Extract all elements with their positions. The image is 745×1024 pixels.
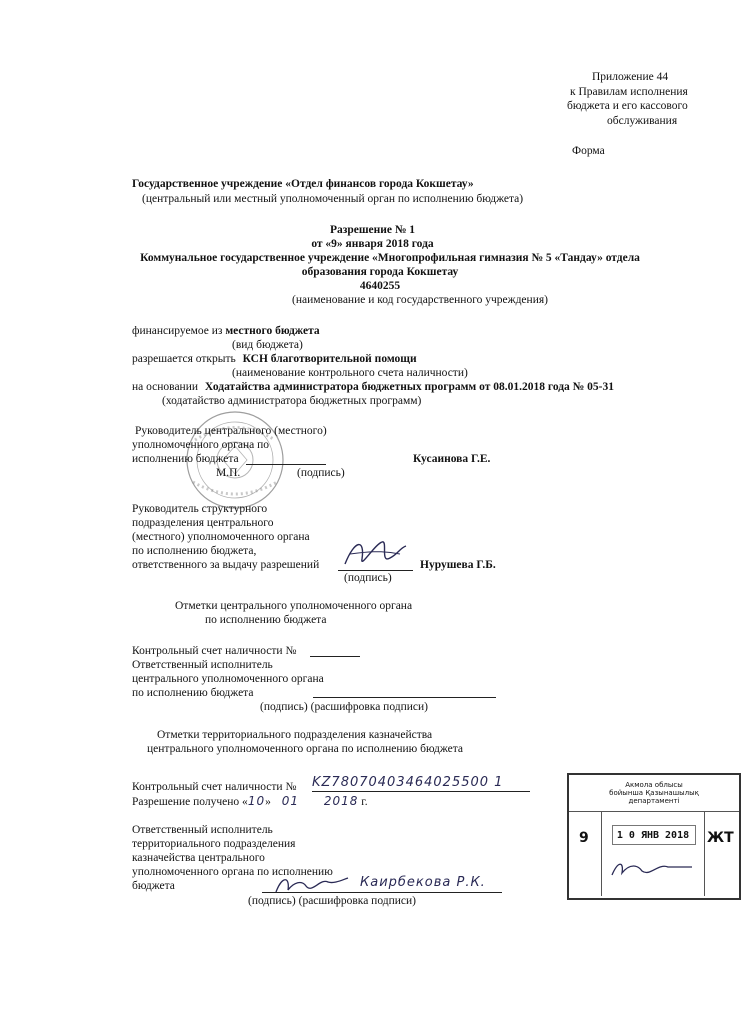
received-suffix: г. bbox=[361, 796, 368, 808]
head-sign-caption: (подпись) bbox=[297, 467, 345, 479]
stamp-header3: департаменті bbox=[628, 797, 680, 805]
unit-head-name: Нурушева Г.Б. bbox=[420, 559, 496, 571]
permit-institution-line1: Коммунальное государственное учреждение «Многопрофильная гимназия № 5 «Тандау» отдела bbox=[140, 252, 640, 264]
org-name: Государственное учреждение «Отдел финансов города Кокшетау» bbox=[132, 178, 474, 190]
unit-head-line4: по исполнению бюджета, bbox=[132, 545, 257, 557]
treasury-exec5: бюджета bbox=[132, 880, 175, 892]
unit-head-sign-caption: (подпись) bbox=[344, 572, 392, 584]
org-caption: (центральный или местный уполномоченный орган по исполнению бюджета) bbox=[142, 193, 524, 205]
head-line1: Руководитель центрального (местного) bbox=[135, 425, 327, 437]
funding-value: местного бюджета bbox=[225, 325, 320, 337]
head-line2: уполномоченного органа по bbox=[132, 439, 270, 451]
treasury-exec1: Ответственный исполнитель bbox=[132, 824, 273, 836]
treasury-exec2: территориального подразделения bbox=[132, 838, 296, 850]
received-year: 2018 bbox=[323, 794, 359, 808]
stamp-signature-image bbox=[608, 855, 698, 885]
treasury-exec4: уполномоченного органа по исполнению bbox=[132, 866, 333, 878]
stamp-header bbox=[569, 775, 739, 812]
basis-row bbox=[132, 380, 614, 394]
appendix-line1: Приложение 44 bbox=[592, 71, 669, 83]
received-mid: » bbox=[265, 796, 271, 808]
permit-date: от «9» января 2018 года bbox=[311, 238, 434, 250]
funding-row bbox=[132, 324, 320, 338]
treasury-account-value: KZ78070403464025500 1 bbox=[312, 775, 504, 790]
treasury-marks-title2: центрального уполномоченного органа по исполнению бюджета bbox=[147, 743, 464, 755]
head-line3: исполнению бюджета bbox=[132, 453, 239, 465]
account-row bbox=[132, 352, 417, 366]
central-sign-caption: (подпись) (расшифровка подписи) bbox=[260, 701, 429, 713]
treasury-marks-title1: Отметки территориального подразделения казначейства bbox=[157, 729, 433, 741]
treasury-sign-caption: (подпись) (расшифровка подписи) bbox=[248, 895, 417, 907]
permit-title: Разрешение № 1 bbox=[329, 224, 416, 236]
received-month: 01 bbox=[281, 794, 299, 808]
head-mp: М.П. bbox=[216, 467, 241, 479]
basis-caption: (ходатайство администратора бюджетных программ) bbox=[162, 395, 422, 407]
unit-head-line2: подразделения центрального bbox=[132, 517, 274, 529]
account-value: КСН благотворительной помощи bbox=[242, 353, 417, 365]
basis-value: Ходатайства администратора бюджетных программ от 08.01.2018 года № 05-31 bbox=[204, 381, 614, 393]
appendix-line2: к Правилам исполнения bbox=[570, 86, 688, 98]
account-label: разрешается открыть bbox=[132, 353, 236, 365]
central-account-label: Контрольный счет наличности № bbox=[132, 645, 297, 657]
central-marks-title1: Отметки центрального уполномоченного органа bbox=[175, 600, 413, 612]
funding-caption: (вид бюджета) bbox=[232, 339, 303, 351]
unit-head-line3: (местного) уполномоченного органа bbox=[132, 531, 310, 543]
permit-caption: (наименование и код государственного учреждения) bbox=[292, 294, 548, 306]
treasury-stamp bbox=[567, 773, 741, 900]
permit-code: 4640255 bbox=[359, 280, 401, 292]
central-exec1: Ответственный исполнитель bbox=[132, 659, 273, 671]
head-name: Кусаинова Г.Е. bbox=[413, 453, 491, 465]
treasury-sign-line bbox=[262, 892, 502, 893]
central-account-line bbox=[310, 656, 360, 657]
stamp-header1: Акмола облысы bbox=[625, 781, 683, 789]
basis-label: на основании bbox=[132, 381, 199, 393]
unit-head-line5: ответственного за выдачу разрешений bbox=[132, 559, 320, 571]
head-sign-line bbox=[246, 464, 326, 465]
central-exec2: центрального уполномоченного органа bbox=[132, 673, 324, 685]
treasury-handwritten-name: Каирбекова Р.К. bbox=[360, 875, 486, 890]
stamp-right: ЖТ bbox=[707, 830, 734, 846]
treasury-account-label: Контрольный счет наличности № bbox=[132, 781, 297, 793]
appendix-line4: обслуживания bbox=[607, 115, 678, 127]
received-day: 10 bbox=[247, 794, 266, 808]
form-label: Форма bbox=[572, 145, 605, 157]
appendix-line3: бюджета и его кассового bbox=[567, 100, 688, 112]
treasury-received-row bbox=[132, 794, 368, 809]
treasury-exec3: казначейства центрального bbox=[132, 852, 265, 864]
stamp-header2: бойынша Қазынашылық bbox=[609, 789, 699, 797]
received-label: Разрешение получено « bbox=[132, 796, 248, 808]
permit-institution-line2: образования города Кокшетау bbox=[301, 266, 459, 278]
account-caption: (наименование контрольного счета наличности) bbox=[232, 367, 468, 379]
signature-nurusheva-image bbox=[340, 534, 410, 574]
funding-label: финансируемое из bbox=[132, 325, 223, 337]
treasury-account-line bbox=[312, 791, 530, 792]
stamp-center bbox=[601, 811, 705, 896]
central-sign-line bbox=[313, 697, 496, 698]
central-marks-title2: по исполнению бюджета bbox=[205, 614, 327, 626]
central-exec3: по исполнению бюджета bbox=[132, 687, 254, 699]
stamp-left: 9 bbox=[579, 830, 589, 846]
unit-head-line1: Руководитель структурного bbox=[132, 503, 268, 515]
stamp-date: 1 0 ЯНВ 2018 bbox=[616, 830, 690, 841]
